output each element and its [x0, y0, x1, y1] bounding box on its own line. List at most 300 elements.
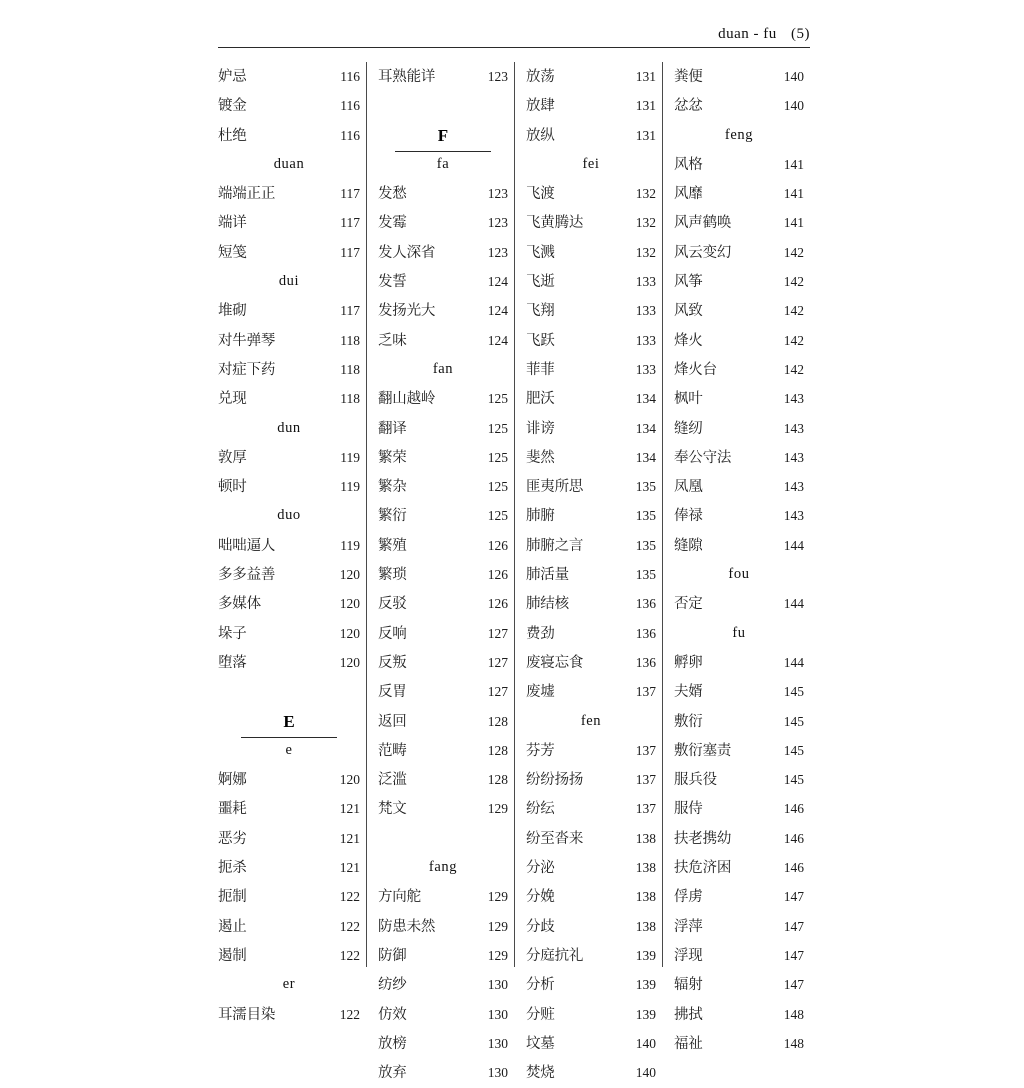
entry-page-number: 120	[339, 625, 360, 641]
index-entry[interactable]	[674, 326, 804, 355]
index-entry[interactable]	[378, 62, 508, 91]
entry-term: 肺结核	[526, 596, 569, 613]
index-entry[interactable]	[378, 384, 508, 413]
entry-page-number: 118	[340, 391, 360, 407]
pinyin-subheading: duan	[273, 155, 305, 172]
index-entry[interactable]	[526, 619, 656, 648]
entry-page-number: 147	[783, 947, 804, 963]
index-entry[interactable]	[526, 121, 656, 150]
entry-term: 繁琐	[378, 567, 407, 584]
entry-term: 风靡	[674, 186, 703, 203]
entry-term: 肥沃	[526, 391, 555, 408]
index-entry[interactable]	[526, 384, 656, 413]
entry-page-number: 129	[487, 918, 508, 934]
index-entry[interactable]	[218, 619, 360, 648]
entry-page-number: 117	[340, 215, 360, 231]
entry-term: 分娩	[526, 889, 555, 906]
entry-page-number: 139	[635, 947, 656, 963]
index-entry[interactable]	[674, 1000, 804, 1029]
index-entry[interactable]	[526, 970, 656, 999]
page-number: (5)	[791, 26, 810, 42]
entry-term: 纷至沓来	[526, 830, 584, 847]
entry-page-number: 131	[635, 127, 656, 143]
entry-page-number: 116	[340, 98, 360, 114]
index-entry[interactable]	[218, 355, 360, 384]
index-entry[interactable]	[674, 589, 804, 618]
entry-page-number: 133	[635, 332, 656, 348]
entry-term: 服兵役	[674, 772, 717, 789]
entry-term: 放荡	[526, 69, 555, 85]
index-entry[interactable]	[674, 179, 804, 208]
index-column	[662, 62, 810, 1052]
entry-term: 肺腑之言	[526, 537, 584, 554]
entry-term: 多媒体	[218, 596, 261, 613]
index-entry[interactable]	[218, 882, 360, 911]
index-entry[interactable]	[674, 150, 804, 179]
index-entry[interactable]	[526, 208, 656, 237]
entry-page-number: 135	[635, 567, 656, 583]
entry-page-number: 137	[635, 684, 656, 700]
index-entry[interactable]	[526, 62, 656, 91]
index-entry[interactable]	[218, 296, 360, 325]
index-entry[interactable]	[526, 736, 656, 765]
header-divider	[218, 47, 810, 48]
index-entry[interactable]	[674, 882, 804, 911]
entry-term: 肺腑	[526, 508, 555, 525]
entry-term: 夫婿	[674, 684, 703, 701]
entry-term: 反驳	[378, 596, 407, 613]
entry-page-number: 119	[340, 449, 360, 465]
entry-page-number: 121	[339, 830, 360, 846]
entry-page-number: 128	[487, 742, 508, 758]
index-entry[interactable]	[674, 707, 804, 736]
index-entry[interactable]	[378, 238, 508, 267]
pinyin-subheading: fen	[580, 712, 602, 729]
entry-page-number: 146	[783, 860, 804, 876]
entry-term: 繁杂	[378, 479, 407, 496]
entry-term: 风致	[674, 303, 703, 320]
entry-page-number: 147	[783, 918, 804, 934]
entry-page-number: 138	[635, 918, 656, 934]
index-entry[interactable]	[378, 589, 508, 618]
index-entry[interactable]	[378, 179, 508, 208]
index-entry[interactable]	[526, 824, 656, 853]
index-entry[interactable]	[674, 648, 804, 677]
entry-page-number: 126	[487, 596, 508, 612]
entry-term: 噩耗	[218, 801, 247, 818]
index-entry[interactable]	[674, 765, 804, 794]
entry-term: 飞逝	[526, 274, 555, 291]
entry-term: 范畴	[378, 742, 407, 759]
entry-page-number: 139	[635, 1006, 656, 1022]
pinyin-subheading: fei	[582, 155, 600, 172]
index-entry[interactable]	[526, 853, 656, 882]
entry-page-number: 144	[783, 596, 804, 612]
index-entry[interactable]	[674, 384, 804, 413]
index-entry[interactable]	[674, 970, 804, 999]
entry-page-number: 147	[783, 889, 804, 905]
index-entry[interactable]	[674, 472, 804, 501]
index-entry[interactable]	[526, 179, 656, 208]
entry-page-number: 140	[635, 1065, 656, 1081]
index-entry[interactable]	[218, 472, 360, 501]
letter-section-heading: F	[378, 121, 508, 150]
entry-term: 放弃	[378, 1065, 407, 1082]
entry-term: 飞黄腾达	[526, 215, 584, 232]
entry-page-number: 142	[783, 303, 804, 319]
entry-term: 纷纷扬扬	[526, 772, 584, 789]
index-entry[interactable]	[218, 560, 360, 589]
entry-term: 兑现	[218, 391, 247, 408]
index-entry[interactable]	[378, 677, 508, 706]
entry-page-number: 125	[487, 508, 508, 524]
entry-page-number: 118	[340, 332, 360, 348]
entry-page-number: 123	[487, 244, 508, 260]
index-entry[interactable]	[218, 589, 360, 618]
index-entry[interactable]	[378, 296, 508, 325]
entry-term: 忿忿	[674, 98, 703, 115]
entry-term: 恶劣	[218, 830, 247, 847]
index-entry[interactable]	[526, 1000, 656, 1029]
entry-page-number: 121	[339, 860, 360, 876]
index-entry[interactable]	[674, 91, 804, 120]
index-entry[interactable]	[526, 765, 656, 794]
index-entry[interactable]	[218, 941, 360, 970]
index-entry[interactable]	[674, 443, 804, 472]
entry-term: 翻山越岭	[378, 391, 436, 408]
entry-term: 垛子	[218, 625, 247, 642]
entry-term: 发霉	[378, 215, 407, 232]
entry-page-number: 141	[783, 215, 804, 231]
entry-page-number: 124	[487, 303, 508, 319]
index-entry[interactable]	[674, 267, 804, 296]
index-entry[interactable]	[674, 794, 804, 823]
entry-term: 乏味	[378, 332, 407, 349]
index-entry[interactable]	[378, 736, 508, 765]
entry-page-number: 127	[487, 654, 508, 670]
pinyin-subheading: fang	[428, 859, 458, 876]
entry-page-number: 136	[635, 654, 656, 670]
entry-term: 风格	[674, 156, 703, 173]
entry-term: 否定	[674, 596, 703, 613]
entry-page-number: 135	[635, 479, 656, 495]
entry-term: 端详	[218, 215, 247, 232]
entry-term: 繁荣	[378, 449, 407, 466]
index-entry[interactable]	[378, 208, 508, 237]
index-entry[interactable]	[526, 472, 656, 501]
entry-page-number: 129	[487, 801, 508, 817]
index-entry[interactable]	[218, 912, 360, 941]
entry-term: 孵卵	[674, 654, 703, 671]
entry-term: 敷衍塞责	[674, 742, 732, 759]
index-entry[interactable]	[674, 941, 804, 970]
index-entry[interactable]	[674, 824, 804, 853]
index-entry[interactable]	[674, 1029, 804, 1058]
index-entry[interactable]	[674, 414, 804, 443]
entry-term: 废寝忘食	[526, 654, 584, 671]
entry-term: 枫叶	[674, 391, 703, 408]
entry-page-number: 137	[635, 772, 656, 788]
index-entry[interactable]	[218, 824, 360, 853]
entry-page-number: 119	[340, 479, 360, 495]
entry-page-number: 130	[487, 977, 508, 993]
entry-term: 纷纭	[526, 801, 555, 818]
index-entry[interactable]	[218, 384, 360, 413]
index-entry[interactable]	[526, 355, 656, 384]
entry-term: 多多益善	[218, 567, 276, 584]
entry-term: 凤凰	[674, 479, 703, 496]
entry-term: 拂拭	[674, 1006, 703, 1023]
index-entry[interactable]	[218, 179, 360, 208]
entry-term: 奉公守法	[674, 449, 732, 466]
entry-page-number: 130	[487, 1006, 508, 1022]
entry-term: 诽谤	[526, 420, 555, 437]
index-entry[interactable]	[526, 648, 656, 677]
index-entry[interactable]	[526, 1029, 656, 1058]
index-entry[interactable]	[674, 62, 804, 91]
entry-term: 扶老携幼	[674, 830, 732, 847]
entry-page-number: 122	[339, 889, 360, 905]
entry-page-number: 127	[487, 684, 508, 700]
entry-page-number: 133	[635, 274, 656, 290]
index-entry[interactable]	[674, 296, 804, 325]
index-entry[interactable]	[378, 531, 508, 560]
entry-term: 遏制	[218, 947, 247, 964]
entry-term: 烽火	[674, 332, 703, 349]
entry-page-number: 117	[340, 244, 360, 260]
index-entry[interactable]	[378, 648, 508, 677]
running-head-text: duan - fu	[718, 26, 777, 42]
entry-term: 妒忌	[218, 69, 247, 85]
entry-term: 风筝	[674, 274, 703, 291]
entry-term: 风声鹤唤	[674, 215, 732, 232]
entry-term: 放肆	[526, 98, 555, 115]
entry-term: 发扬光大	[378, 303, 436, 320]
index-entry[interactable]	[378, 912, 508, 941]
index-entry[interactable]	[218, 443, 360, 472]
pinyin-subheading: er	[282, 976, 296, 993]
index-entry[interactable]	[526, 443, 656, 472]
entry-term: 纺纱	[378, 977, 407, 994]
index-entry[interactable]	[526, 912, 656, 941]
entry-page-number: 134	[635, 420, 656, 436]
entry-page-number: 147	[783, 977, 804, 993]
index-entry[interactable]	[526, 1058, 656, 1087]
entry-page-number: 142	[783, 361, 804, 377]
entry-page-number: 134	[635, 391, 656, 407]
index-entry[interactable]	[218, 648, 360, 677]
entry-term: 反胃	[378, 684, 407, 701]
index-entry[interactable]	[526, 267, 656, 296]
entry-term: 飞翔	[526, 303, 555, 320]
index-entry[interactable]	[526, 677, 656, 706]
index-entry[interactable]	[526, 326, 656, 355]
index-column	[514, 62, 662, 1082]
entry-page-number: 129	[487, 889, 508, 905]
index-entry[interactable]	[674, 355, 804, 384]
index-entry[interactable]	[526, 501, 656, 530]
entry-term: 分庭抗礼	[526, 947, 584, 964]
entry-term: 俘虏	[674, 889, 703, 906]
entry-term: 分泌	[526, 860, 555, 877]
entry-term: 焚烧	[526, 1065, 555, 1082]
entry-page-number: 140	[635, 1035, 656, 1051]
index-entry[interactable]	[674, 501, 804, 530]
entry-term: 分歧	[526, 918, 555, 935]
index-entry[interactable]	[378, 472, 508, 501]
entry-term: 斐然	[526, 449, 555, 466]
index-entry[interactable]	[526, 414, 656, 443]
entry-page-number: 148	[783, 1035, 804, 1051]
index-entry[interactable]	[378, 707, 508, 736]
entry-page-number: 142	[783, 274, 804, 290]
index-entry[interactable]	[378, 941, 508, 970]
entry-term: 辐射	[674, 977, 703, 994]
index-entry[interactable]	[218, 208, 360, 237]
index-entry[interactable]	[674, 912, 804, 941]
entry-page-number: 124	[487, 332, 508, 348]
index-entry[interactable]	[218, 62, 360, 91]
index-entry[interactable]	[218, 765, 360, 794]
index-entry[interactable]	[674, 238, 804, 267]
index-entry[interactable]	[526, 560, 656, 589]
index-entry[interactable]	[526, 531, 656, 560]
index-entry[interactable]	[378, 414, 508, 443]
entry-page-number: 140	[783, 98, 804, 114]
entry-page-number: 128	[487, 713, 508, 729]
entry-term: 繁衍	[378, 508, 407, 525]
index-entry[interactable]	[218, 121, 360, 150]
entry-page-number: 123	[487, 186, 508, 202]
entry-page-number: 146	[783, 801, 804, 817]
index-entry[interactable]	[378, 794, 508, 823]
entry-term: 风云变幻	[674, 244, 732, 261]
letter-section-heading: E	[218, 707, 360, 736]
index-entry[interactable]	[378, 560, 508, 589]
index-entry[interactable]	[378, 1000, 508, 1029]
index-entry[interactable]	[526, 589, 656, 618]
index-entry[interactable]	[218, 238, 360, 267]
entry-page-number: 143	[783, 391, 804, 407]
pinyin-subheading: dun	[277, 419, 301, 436]
index-entry[interactable]	[526, 794, 656, 823]
index-entry[interactable]	[218, 326, 360, 355]
entry-term: 短笺	[218, 244, 247, 261]
index-entry[interactable]	[526, 941, 656, 970]
entry-page-number: 121	[339, 801, 360, 817]
index-entry[interactable]	[378, 501, 508, 530]
entry-term: 泛滥	[378, 772, 407, 789]
index-entry[interactable]	[218, 853, 360, 882]
entry-page-number: 135	[635, 537, 656, 553]
index-entry[interactable]	[674, 853, 804, 882]
entry-term: 敦厚	[218, 449, 247, 466]
index-entry[interactable]	[378, 970, 508, 999]
entry-term: 肺活量	[526, 567, 569, 584]
index-entry[interactable]	[526, 296, 656, 325]
entry-page-number: 122	[339, 1006, 360, 1022]
entry-page-number: 138	[635, 889, 656, 905]
entry-page-number: 124	[487, 274, 508, 290]
index-entry[interactable]	[674, 736, 804, 765]
entry-page-number: 120	[339, 654, 360, 670]
entry-page-number: 125	[487, 449, 508, 465]
index-entry[interactable]	[218, 1000, 360, 1029]
entry-page-number: 137	[635, 801, 656, 817]
entry-term: 扼杀	[218, 860, 247, 877]
entry-term: 繁殖	[378, 537, 407, 554]
entry-page-number: 139	[635, 977, 656, 993]
entry-page-number: 125	[487, 420, 508, 436]
index-entry[interactable]	[378, 267, 508, 296]
entry-page-number: 125	[487, 479, 508, 495]
index-entry[interactable]	[218, 794, 360, 823]
index-entry[interactable]	[378, 619, 508, 648]
entry-term: 防御	[378, 947, 407, 964]
pinyin-subheading: feng	[724, 126, 754, 143]
index-entry[interactable]	[378, 882, 508, 911]
entry-term: 发人深省	[378, 244, 436, 261]
entry-page-number: 123	[487, 69, 508, 84]
entry-page-number: 120	[339, 567, 360, 583]
entry-page-number: 132	[635, 186, 656, 202]
entry-page-number: 127	[487, 625, 508, 641]
entry-page-number: 132	[635, 244, 656, 260]
entry-term: 对症下药	[218, 361, 276, 378]
entry-term: 俸禄	[674, 508, 703, 525]
index-entry[interactable]	[526, 238, 656, 267]
index-column	[366, 62, 514, 1082]
section-spacer	[378, 824, 508, 853]
entry-term: 匪夷所思	[526, 479, 584, 496]
index-entry[interactable]	[378, 326, 508, 355]
index-entry[interactable]	[378, 765, 508, 794]
index-entry[interactable]	[674, 531, 804, 560]
entry-page-number: 131	[635, 69, 656, 84]
entry-page-number: 142	[783, 332, 804, 348]
entry-term: 防患未然	[378, 918, 436, 935]
entry-term: 反叛	[378, 654, 407, 671]
index-entry[interactable]	[378, 443, 508, 472]
index-entry[interactable]	[526, 91, 656, 120]
pinyin-subheading: dui	[278, 273, 300, 290]
entry-page-number: 135	[635, 508, 656, 524]
entry-term: 扼制	[218, 889, 247, 906]
entry-term: 对牛弹琴	[218, 332, 276, 349]
entry-term: 飞跃	[526, 332, 555, 349]
entry-term: 返回	[378, 713, 407, 730]
index-entry[interactable]	[378, 1029, 508, 1058]
index-entry[interactable]	[218, 91, 360, 120]
entry-page-number: 143	[783, 508, 804, 524]
entry-page-number: 145	[783, 772, 804, 788]
index-entry[interactable]	[218, 531, 360, 560]
entry-page-number: 145	[783, 713, 804, 729]
entry-page-number: 130	[487, 1035, 508, 1051]
entry-page-number: 116	[340, 127, 360, 143]
entry-term: 废墟	[526, 684, 555, 701]
pinyin-subheading: duo	[277, 507, 301, 524]
index-entry[interactable]	[378, 1058, 508, 1087]
entry-page-number: 126	[487, 567, 508, 583]
entry-page-number: 128	[487, 772, 508, 788]
entry-page-number: 118	[340, 361, 360, 377]
index-entry[interactable]	[674, 208, 804, 237]
entry-term: 浮现	[674, 947, 703, 964]
entry-page-number: 142	[783, 244, 804, 260]
index-entry[interactable]	[526, 882, 656, 911]
index-entry[interactable]	[674, 677, 804, 706]
